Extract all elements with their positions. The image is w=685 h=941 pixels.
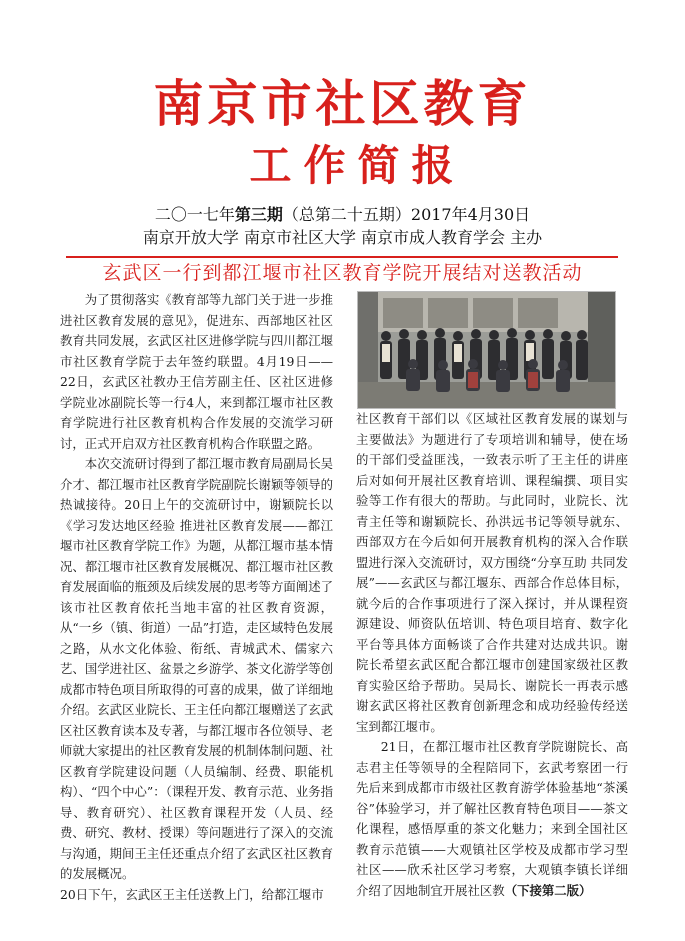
- article-paragraph: [356, 737, 628, 901]
- issue-number: 第三期: [234, 205, 283, 224]
- article-paragraph: 为了贯彻落实《教育部等九部门关于进一步推进社区教育发展的意见》，促进东、西部地区社区教育共同发展，玄武区社区进修学院与四川都江堰市社区教育学院于去年签约联盟。4月19日——22日，玄武区社教办王信芳副主任、区社区进修学院业冰副院长等一行4人，来到都江堰市社区教育学院进行社区教育机构合作发展的交流学习研讨，正式开启双方社区教育机构合作联盟之路。: [60, 292, 333, 451]
- article-paragraph: 本次交流研讨得到了都江堰市教育局副局长吴介才、都江堰市社区教育学院副院长谢颖等领导的热诚接待。20日上午的交流研讨中，谢颖院长以《学习发达地区经验 推进社区教育发展——都江堰市社区教育学院工作》为题，从都江堰市基本情况、都江堰市社区教育发展概况、都江堰市社区教育发展面临的瓶颈及后续发展的思考等方面阐述了该市社区教育依托当地丰富的社区教育资源，从“一乡（镇、街道）一品”打造，走区域特色发展之路，从水文化体验、衔纸、青城武术、儒家六艺、国学进社区、盆景之乡游学、茶文化游学等创成都市特色项目所取得的可喜的成果，做了详细地介绍。玄武区业院长、王主任向都江堰赠送了玄武区社区教育读本及专著，与都江堰市各位领导、老师就大家提出的社区教育发展的机制体制问题、社区教育学院建设问题（人员编制、经费、职能机构）、“四个中心”：（课程开发、教育示范、业务指导、教育研究）、社区教育课程开发（人员、经费、研究、教材、授课）等问题进行了深入的交流与沟通，期间王主任还重点介绍了玄武区社区教育的发展概况。: [60, 456, 333, 881]
- issue-date: 2017年4月30日: [410, 205, 531, 224]
- title-rule: [66, 256, 618, 258]
- article-paragraph: 社区教育干部们以《区域社区教育发展的谋划与主要做法》为题进行了专项培训和辅导，使在场的干部们受益匪浅，一致表示听了王主任的讲座后对如何开展社区教育培训、课程编撰、项目实验等工作有很大的帮助。与此同时，业院长、沈青主任等和谢颖院长、孙洪远书记等领导就东、西部双方在今后如何开展教育机构的深入合作联盟进行深入交流研讨，双方围绕“分享互助 共同发展”——玄武区与都江堰东、西部合作总体目标，就今后的合作事项进行了深入探讨，并从课程资源建设、师资队伍培训、特色项目培育、数字化平台等具体方面畅谈了合作共建对达成共识。谢院长希望玄武区配合都江堰市创建国家级社区教育实验区给予帮助。吴局长、谢院长一再表示感谢玄武区将社区教育创新理念和成功经验传经送宝到都江堰市。: [356, 411, 628, 734]
- issue-prefix: 二〇一七年: [154, 205, 235, 224]
- article-left-column: [60, 290, 333, 905]
- article-right-column: [356, 409, 628, 901]
- article-paragraph: 20日下午，玄武区王主任送教上门，给都江堰市: [60, 886, 324, 902]
- masthead-subtitle: 工作简报: [249, 141, 466, 190]
- masthead-title: 南京市社区教育: [153, 75, 532, 133]
- issue-total: （总第二十五期）: [282, 205, 411, 224]
- continued-note: （下接第二版）: [504, 882, 592, 898]
- group-photo: [357, 291, 616, 409]
- article-headline: 玄武区一行到都江堰市社区教育学院开展结对送教活动: [102, 262, 583, 284]
- issue-line: [0, 204, 685, 226]
- article-paragraph-text: 21日，在都江堰市社区教育学院谢院长、高志君主任等领导的全程陪同下，玄武考察团一行先后来到成都市市级社区教育游学体验基地“茶溪谷”体验学习，并了解社区教育特色项目——茶文化课程，感悟厚重的茶文化魅力；来到全国社区教育示范镇——大观镇社区学校及成都市学习型社区——欣禾社区学习考察，大观镇李镇长详细介绍了因地制宜开展社区教: [356, 739, 628, 898]
- sponsor-line: 南京开放大学 南京市社区大学 南京市成人教育学会 主办: [142, 228, 543, 247]
- group-photo-image: [358, 292, 616, 409]
